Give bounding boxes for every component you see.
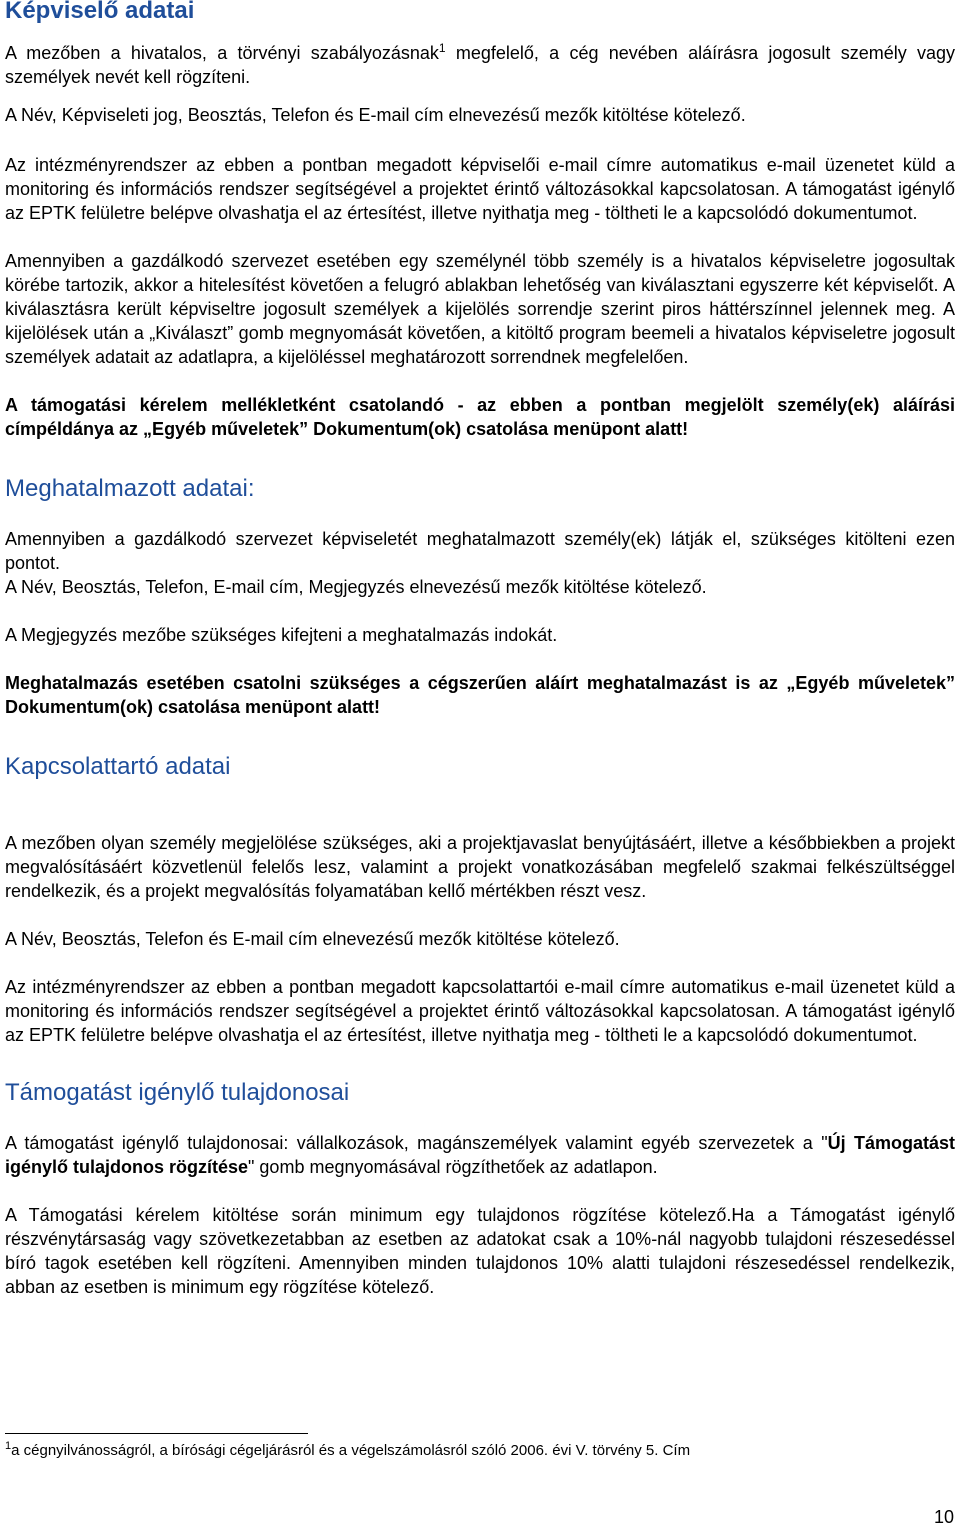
section-title-kapcsolattarto: Kapcsolattartó adatai: [5, 753, 231, 780]
section-title-kepviselo: Képviselő adatai: [5, 0, 195, 24]
text-tulajdonosok-intro-end: " gomb megnyomásával rögzíthetőek az adatlapon.: [248, 1157, 658, 1177]
paragraph-kepviselo-email-notice: Az intézményrendszer az ebben a pontban megadott képviselői e-mail címre automatikus e-mail üzenetet küld a monitoring és információs rendszer segítségével a projektet érintő változásokkal kapcsolatosan. A támogatást igénylő az EPTK felületre belépve olvashatja el az értesítést, illetve nyithatja meg - töltheti le a kapcsolódó dokumentumot.: [5, 155, 955, 223]
paragraph-tulajdonosok-rules: A Támogatási kérelem kitöltése során minimum egy tulajdonos rögzítése kötelező.Ha a Támogatást igénylő részvénytársaság vagy szövetkezetabban az esetben az adatokat csak a 10%-nál nagyobb tulajdoni részesedéssel bíró tagok esetében kell rögzíteni. Amennyiben minden tulajdonos 10% alatti tulajdoni részesedéssel rendelkezik, abban az esetben is minimum egy rögzítése kötelező.: [5, 1205, 955, 1297]
document-page: [5, 0, 955, 1299]
footnote-separator: [5, 1433, 308, 1434]
paragraph-kepviselo-attachment-note: A támogatási kérelem mellékletként csatolandó - az ebben a pontban megjelölt személy(ek) aláírási címpéldánya az „Egyéb műveletek” Dokumentum(ok) csatolása menüpont alatt!: [5, 395, 955, 439]
footnote-reference: 1: [438, 41, 446, 55]
paragraph-meghatalmazott-required-fields: A Név, Beosztás, Telefon, E-mail cím, Megjegyzés elnevezésű mezők kitöltése kötelező.: [5, 577, 707, 597]
footnote-text: a cégnyilvánosságról, a bírósági cégeljárásról és a végelszámolásról szóló 2006. évi V. törvény 5. Cím: [11, 1442, 691, 1459]
text-kepviselo-intro-end: megfelelő, a cég nevében aláírásra jogosult személy vagy személyek nevét kell rögzíteni.: [5, 43, 956, 87]
paragraph-kapcsolattarto-email-notice: Az intézményrendszer az ebben a pontban megadott kapcsolattartói e-mail címre automatikus e-mail üzenetet küld a monitoring és információs rendszer segítségével a projektet érintő változásokkal kapcsolatosan. A támogatást igénylő az EPTK felületre belépve olvashatja el az értesítést, illetve nyithatja meg - töltheti le a kapcsolódó dokumentumot.: [5, 977, 955, 1045]
paragraph-meghatalmazott-attachment-note: Meghatalmazás esetében csatolni szükséges a cégszerűen aláírt meghatalmazást is az „Egyéb műveletek” Dokumentum(ok) csatolása menüpont alatt!: [5, 673, 955, 717]
paragraph-kapcsolattarto-required-fields: A Név, Beosztás, Telefon és E-mail cím elnevezésű mezők kitöltése kötelező.: [5, 929, 620, 949]
paragraph-meghatalmazott-note-field: A Megjegyzés mezőbe szükséges kifejteni a meghatalmazás indokát.: [5, 625, 558, 645]
paragraph-kepviselo-multiple-representatives: Amennyiben a gazdálkodó szervezet esetében egy személynél több személy is a hivatalos képviseletre jogosultak körébe tartozik, akkor a hitelesítést követően a felugró ablakban lehetőség van kiválasztani egyszerre két képviselőt. A kiválasztásra került képviseltre jogosult személyek a kijelölés sorrendje szerint piros háttérszínnel jelennek meg. A kijelölések után a „Kiválaszt” gomb megnyomását követően, a kitöltő program beemeli a hivatalos képviseletre jogosult személyek adatait az adatlapra, a kijelöléssel meghatározott sorrendnek megfelelően.: [5, 251, 955, 367]
footnote-marker: 1: [5, 1440, 12, 1452]
text-tulajdonosok-button-name: Új Támogatást igénylő tulajdonos rögzítése: [5, 1133, 955, 1177]
paragraph-kepviselo-intro: [5, 41, 955, 89]
text-tulajdonosok-intro-start: A támogatást igénylő tulajdonosai: vállalkozások, magánszemélyek valamint egyéb szervezetek a ": [5, 1133, 828, 1153]
paragraph-kepviselo-required-fields: A Név, Képviseleti jog, Beosztás, Telefon és E-mail cím elnevezésű mezők kitöltése kötelező.: [5, 105, 746, 125]
text-kepviselo-intro-start: A mezőben a hivatalos, a törvényi szabályozásnak: [5, 43, 439, 63]
section-title-meghatalmazott: Meghatalmazott adatai:: [5, 475, 255, 502]
paragraph-tulajdonosok-intro: [5, 1131, 955, 1179]
paragraph-kapcsolattarto-intro: A mezőben olyan személy megjelölése szükséges, aki a projektjavaslat benyújtásáért, illetve a későbbiekben a projekt megvalósításáért közvetlenül felelős lesz, valamint a projekt vonatkozásában megfelelő szakmai felkészültséggel rendelkezik, és a projekt megvalósítás folyamatában kellő mértékben részt vesz.: [5, 833, 955, 901]
paragraph-meghatalmazott-intro: Amennyiben a gazdálkodó szervezet képviseletét meghatalmazott személy(ek) látják el, szükséges kitölteni ezen pontot.: [5, 529, 955, 573]
page-number: 10: [933, 1507, 954, 1527]
section-title-tulajdonosok: Támogatást igénylő tulajdonosai: [5, 1079, 350, 1106]
footnote: [5, 1441, 690, 1461]
